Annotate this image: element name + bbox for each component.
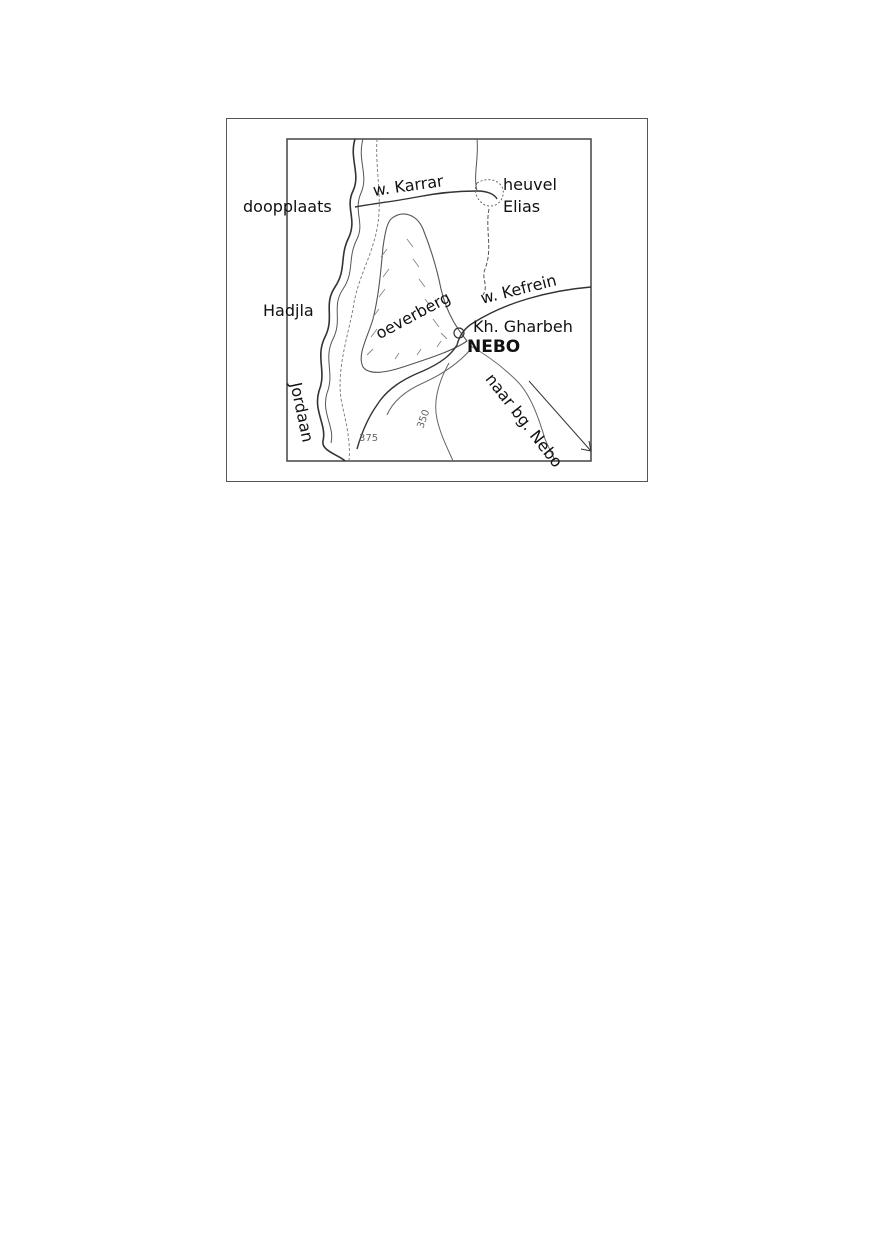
elias-stream — [483, 209, 489, 295]
label-jordaan: Jordaan — [286, 380, 318, 444]
label-doopplaats: doopplaats — [243, 197, 332, 216]
wadi-kefrein-bank — [387, 349, 471, 415]
jordan-river — [317, 139, 355, 461]
south-track — [436, 363, 453, 461]
jordan-river-bank — [325, 139, 363, 443]
label-hadjla: Hadjla — [263, 301, 314, 320]
label-heuvel: heuvel — [503, 175, 557, 194]
wadi-kefrein — [357, 287, 591, 449]
label-nebo: NEBO — [467, 337, 521, 357]
label-kh-gharbeh: Kh. Gharbeh — [473, 317, 573, 336]
map-frame — [226, 118, 648, 482]
label-oeverberg: oeverberg — [372, 287, 454, 343]
label-wadi-kefrein: w. Kefrein — [478, 270, 559, 308]
label-wadi-karrar: w. Karrar — [371, 171, 445, 200]
contour-mark-350: 350 — [415, 408, 433, 431]
ridge-oeverberg — [361, 214, 467, 372]
label-elias: Elias — [503, 197, 541, 216]
contour-mark-375: 375 — [359, 433, 379, 444]
label-naar-bg-nebo: naar bg. Nebo — [481, 369, 567, 472]
